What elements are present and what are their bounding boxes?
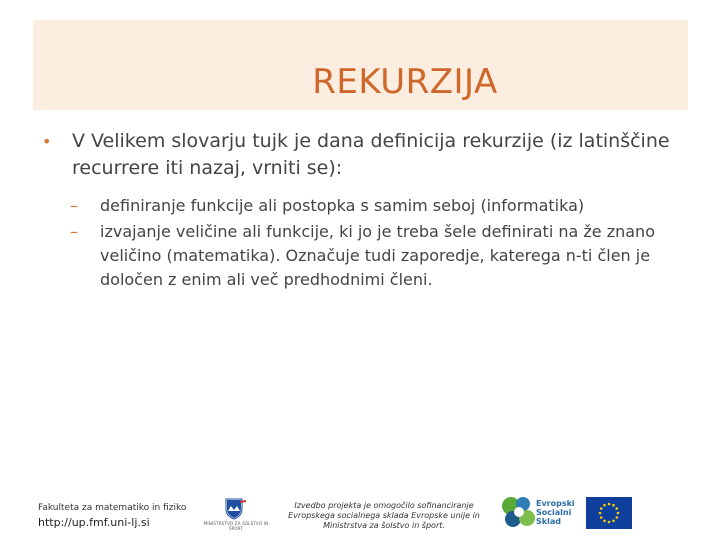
esf-label bbox=[536, 499, 575, 526]
eu-star bbox=[603, 504, 606, 507]
eu-star bbox=[615, 507, 618, 510]
eu-star bbox=[599, 512, 602, 515]
bullet-text: V Velikem slovarju tujk je dana definicija rekurzije (iz latinščine recurrere iti nazaj, vrniti se): bbox=[72, 130, 670, 179]
esf-line: Evropski bbox=[536, 499, 575, 508]
slide-body bbox=[40, 128, 680, 294]
slide-title: REKURZIJA bbox=[312, 62, 498, 102]
eu-star bbox=[600, 516, 603, 519]
eu-star bbox=[603, 519, 606, 522]
sub-item bbox=[70, 194, 680, 218]
eu-star bbox=[617, 512, 620, 515]
sub-item bbox=[70, 220, 680, 292]
eu-star bbox=[608, 521, 611, 524]
esf-line: Sklad bbox=[536, 517, 561, 526]
ministry-label: MINISTRSTVO ZA ŠOLSTVO IN ŠPORT bbox=[203, 521, 269, 531]
eu-star bbox=[600, 507, 603, 510]
eu-flag-icon bbox=[586, 497, 632, 529]
sub-marker: – bbox=[70, 196, 78, 215]
sub-item-text: izvajanje veličine ali funkcije, ki jo je treba šele definirati na že znano veličino (matematika). Označuje tudi zaporedje, katerega n-ti člen je določen z enim ali več predhodnimi členi. bbox=[100, 222, 655, 289]
funding-statement: Izvedbo projekta je omogočilo sofinanciranje Evropskega socialnega sklada Evropske unije in Ministrstva za šolstvo in šport. bbox=[288, 501, 480, 530]
sub-item-text: definiranje funkcije ali postopka s samim seboj (informatika) bbox=[100, 196, 585, 215]
esf-line: Socialni bbox=[536, 508, 572, 517]
eu-star bbox=[615, 516, 618, 519]
main-bullet bbox=[40, 128, 680, 182]
eu-star bbox=[612, 504, 615, 507]
sub-marker: – bbox=[70, 222, 78, 241]
faculty-name: Fakulteta za matematiko in fiziko bbox=[38, 503, 187, 513]
eu-star bbox=[608, 503, 611, 506]
esf-logo-icon bbox=[499, 494, 539, 530]
eu-star bbox=[612, 519, 615, 522]
faculty-url[interactable]: http://up.fmf.uni-lj.si bbox=[38, 516, 150, 529]
bullet-marker: • bbox=[42, 132, 52, 151]
faculty-info bbox=[38, 503, 186, 529]
sub-list bbox=[40, 194, 680, 292]
